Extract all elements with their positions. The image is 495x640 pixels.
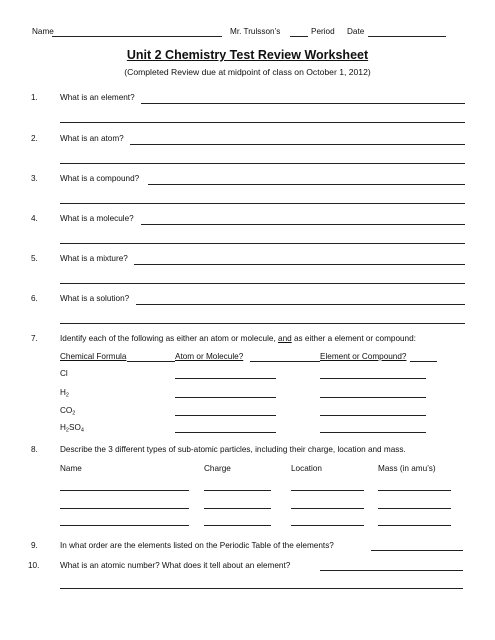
question-text: What is a molecule? <box>60 214 134 223</box>
answer-line[interactable] <box>320 415 426 416</box>
answer-line[interactable] <box>175 432 276 433</box>
formula-subscript: 2 <box>72 410 76 417</box>
answer-line[interactable] <box>320 432 426 433</box>
answer-line[interactable] <box>148 184 465 185</box>
question-number: 10. <box>28 561 40 570</box>
q7-header-formula: Chemical Formula <box>60 352 127 361</box>
question-number: 1. <box>31 93 38 102</box>
formula-cl <box>60 369 68 378</box>
q7-header-atom-molecule: Atom or Molecule? <box>175 352 244 361</box>
answer-line[interactable] <box>60 283 465 284</box>
answer-line[interactable] <box>204 508 271 509</box>
answer-line[interactable] <box>60 323 465 324</box>
header-rule <box>410 361 437 362</box>
question-text: What is an atom? <box>60 134 124 143</box>
answer-line[interactable] <box>204 525 271 526</box>
question-text: In what order are the elements listed on the Periodic Table of the elements? <box>60 541 334 550</box>
q7-header-element-compound: Element or Compound? <box>320 352 407 361</box>
answer-line[interactable] <box>371 550 463 551</box>
answer-line[interactable] <box>136 304 465 305</box>
answer-line[interactable] <box>291 525 364 526</box>
answer-line[interactable] <box>60 122 465 123</box>
answer-line[interactable] <box>175 397 276 398</box>
question-text-emphasis: and <box>278 334 292 343</box>
answer-line[interactable] <box>291 508 364 509</box>
period-blank[interactable] <box>290 36 308 37</box>
page-title: Unit 2 Chemistry Test Review Worksheet <box>126 48 369 62</box>
formula-text: H <box>60 423 66 432</box>
formula-text: SO <box>68 423 81 432</box>
answer-line[interactable] <box>60 508 189 509</box>
answer-line[interactable] <box>60 203 465 204</box>
q8-header-name: Name <box>60 464 82 473</box>
teacher-label: Mr. Trulsson’s <box>230 27 281 36</box>
q8-header-mass: Mass (in amu’s) <box>378 464 436 473</box>
name-blank[interactable] <box>52 36 222 37</box>
answer-line[interactable] <box>320 397 426 398</box>
question-text <box>60 334 416 343</box>
header-rule <box>127 361 175 362</box>
answer-line[interactable] <box>141 224 465 225</box>
answer-line[interactable] <box>60 243 465 244</box>
answer-line[interactable] <box>291 490 364 491</box>
formula-subscript: 2 <box>65 392 69 399</box>
date-blank[interactable] <box>368 36 446 37</box>
name-label: Name <box>32 27 54 36</box>
formula-subscript: 2 <box>65 427 69 434</box>
q8-header-location: Location <box>291 464 322 473</box>
formula-h2 <box>60 388 69 397</box>
q8-header-charge: Charge <box>204 464 231 473</box>
question-text: What is an atomic number? What does it tell about an element? <box>60 561 291 570</box>
question-number: 5. <box>31 254 38 263</box>
answer-line[interactable] <box>60 588 463 589</box>
formula-subscript: 4 <box>80 427 84 434</box>
answer-line[interactable] <box>204 490 271 491</box>
formula-text: Cl <box>60 369 68 378</box>
question-number: 2. <box>31 134 38 143</box>
answer-line[interactable] <box>378 490 451 491</box>
period-label: Period <box>311 27 335 36</box>
answer-line[interactable] <box>378 525 451 526</box>
question-number: 7. <box>31 334 38 343</box>
answer-line[interactable] <box>175 378 276 379</box>
formula-h2so4 <box>60 423 84 432</box>
question-text: What is a mixture? <box>60 254 128 263</box>
answer-line[interactable] <box>60 490 189 491</box>
answer-line[interactable] <box>60 163 465 164</box>
answer-line[interactable] <box>378 508 451 509</box>
answer-line[interactable] <box>130 144 465 145</box>
question-number: 8. <box>31 445 38 454</box>
question-number: 4. <box>31 214 38 223</box>
question-number: 3. <box>31 174 38 183</box>
question-text: What is a solution? <box>60 294 130 303</box>
page-subtitle: (Completed Review due at midpoint of class on October 1, 2012) <box>124 67 371 77</box>
formula-text: H <box>60 388 66 397</box>
answer-line[interactable] <box>320 378 426 379</box>
date-label: Date <box>347 27 365 36</box>
answer-line[interactable] <box>175 415 276 416</box>
question-text: What is a compound? <box>60 174 140 183</box>
question-text: Describe the 3 different types of sub-atomic particles, including their charge, location and mass. <box>60 445 406 454</box>
question-number: 9. <box>31 541 38 550</box>
formula-co2 <box>60 406 75 415</box>
formula-text: CO <box>60 406 73 415</box>
question-text-part: Identify each of the following as either an atom or molecule, <box>60 334 276 343</box>
question-number: 6. <box>31 294 38 303</box>
answer-line[interactable] <box>320 570 463 571</box>
question-text-part: as either a element or compound: <box>293 334 416 343</box>
answer-line[interactable] <box>134 264 465 265</box>
header-rule <box>250 361 320 362</box>
answer-line[interactable] <box>141 103 465 104</box>
question-text: What is an element? <box>60 93 135 102</box>
answer-line[interactable] <box>60 525 189 526</box>
